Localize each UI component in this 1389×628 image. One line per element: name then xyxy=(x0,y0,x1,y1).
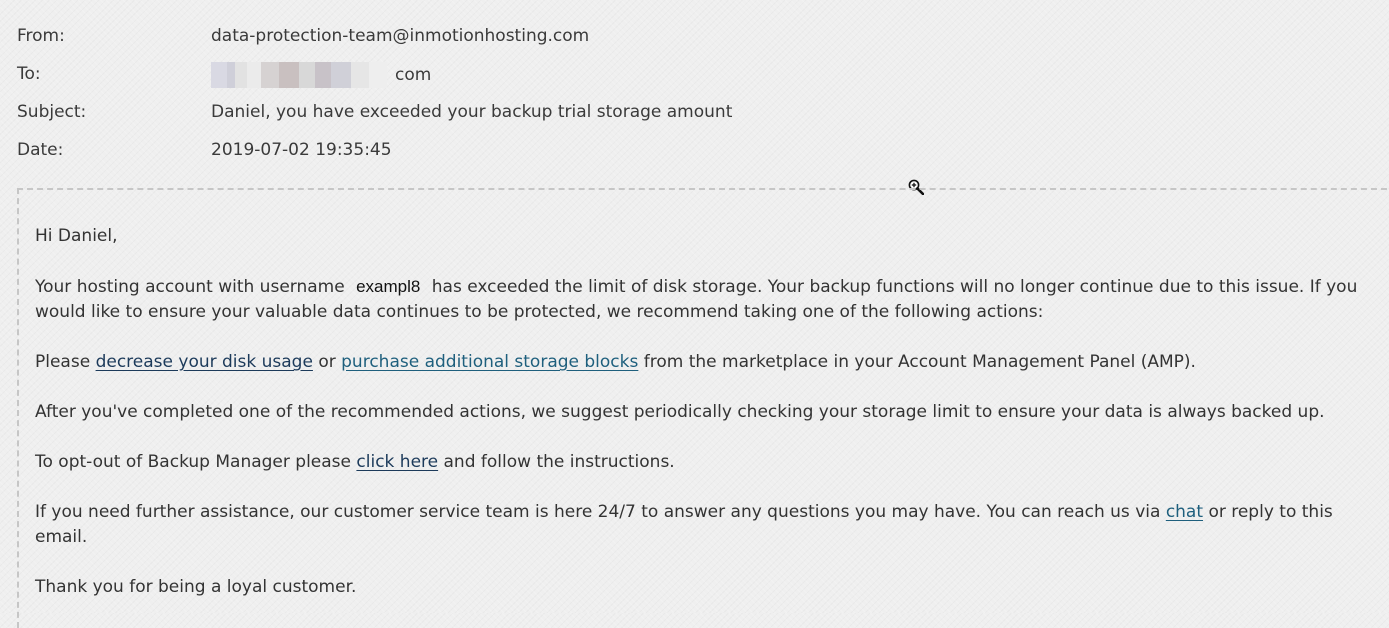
paragraph-disk-limit xyxy=(35,274,1365,325)
decrease-disk-usage-link[interactable]: decrease your disk usage xyxy=(95,352,313,372)
paragraph-opt-out xyxy=(35,450,1365,475)
to-label: To: xyxy=(17,64,41,84)
message-body xyxy=(17,188,1389,628)
date-label: Date: xyxy=(17,140,64,160)
from-label: From: xyxy=(17,26,65,46)
date-value: 2019-07-02 19:35:45 xyxy=(211,140,392,160)
paragraph-assistance xyxy=(35,500,1365,550)
subject-label: Subject: xyxy=(17,102,87,122)
redacted-address-block xyxy=(211,62,387,88)
message-content xyxy=(35,224,1365,625)
p5-text-after: or reply to this email. xyxy=(35,502,1333,547)
subject-value: Daniel, you have exceeded your backup trial storage amount xyxy=(211,102,733,122)
p5-text-before: If you need further assistance, our customer service team is here 24/7 to answer any questions you may have. You can reach us via xyxy=(35,502,1161,522)
to-value[interactable] xyxy=(211,62,431,88)
to-value-suffix: com xyxy=(395,65,432,85)
username: exampl8 xyxy=(356,277,421,296)
p4-text-before: To opt-out of Backup Manager please xyxy=(35,452,351,472)
from-row xyxy=(17,24,1377,62)
subject-row xyxy=(17,100,1377,138)
greeting: Hi Daniel, xyxy=(35,226,118,246)
paragraph-recommendation: After you've completed one of the recommended actions, we suggest periodically checking your storage limit to ensure your data is always backed up. xyxy=(35,402,1325,422)
p1-text-after: has exceeded the limit of disk storage. Your backup functions will no longer continue due to this issue. If you would like to ensure your valuable data continues to be protected, we recommend taking one of the following actions: xyxy=(35,277,1358,322)
purchase-storage-link[interactable]: purchase additional storage blocks xyxy=(341,352,639,372)
to-row xyxy=(17,62,1377,100)
p1-text-before: Your hosting account with username xyxy=(35,277,345,297)
opt-out-link[interactable]: click here xyxy=(356,452,439,472)
p2-text-before: Please xyxy=(35,352,91,372)
p4-text-after: and follow the instructions. xyxy=(443,452,675,472)
date-row xyxy=(17,138,1377,176)
email-headers xyxy=(17,24,1377,176)
paragraph-actions xyxy=(35,350,1365,375)
p2-text-mid: or xyxy=(318,352,336,372)
from-value[interactable]: data-protection-team@inmotionhosting.com xyxy=(211,26,590,46)
chat-link[interactable]: chat xyxy=(1165,502,1204,522)
closing: Thank you for being a loyal customer. xyxy=(35,577,357,597)
p2-text-after: from the marketplace in your Account Management Panel (AMP). xyxy=(643,352,1196,372)
